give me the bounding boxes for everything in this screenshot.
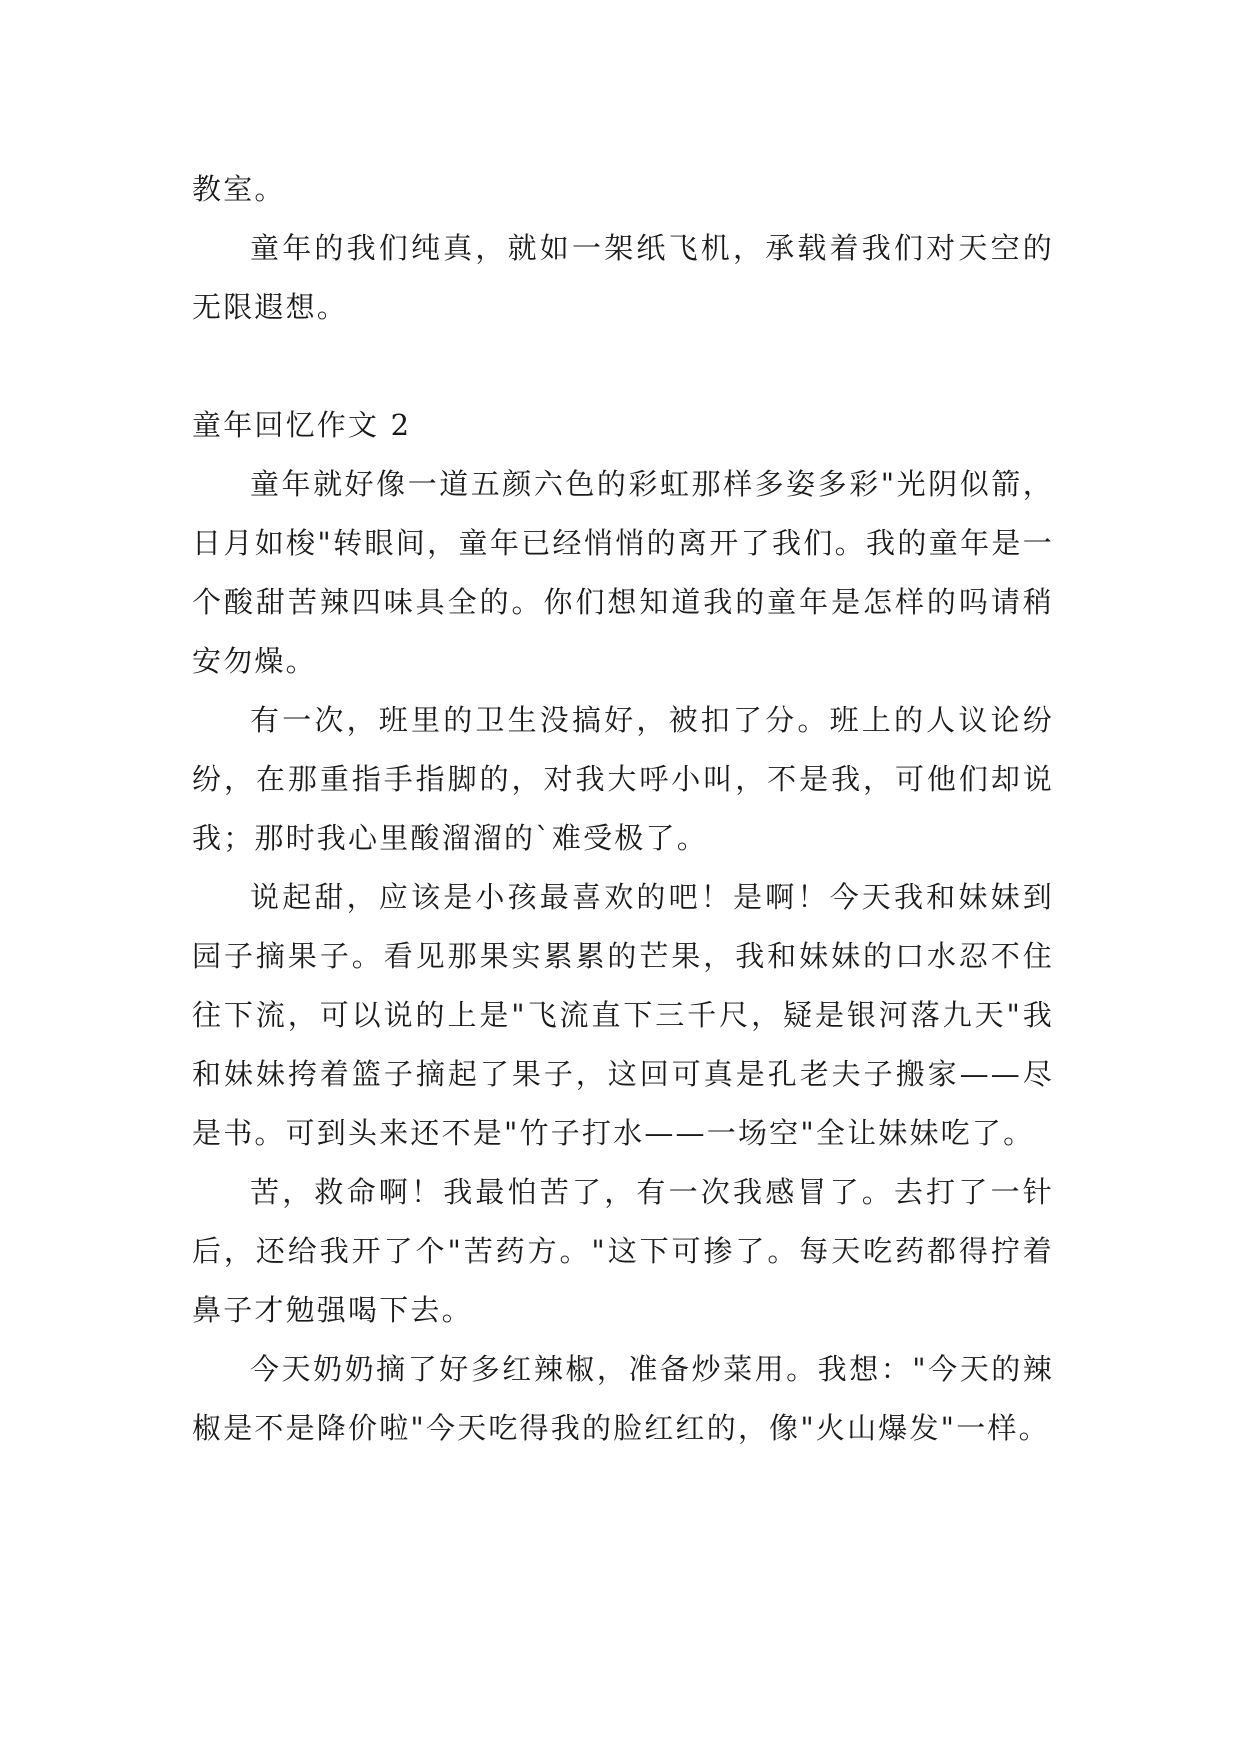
paragraph-rainbow: 童年就好像一道五颜六色的彩虹那样多姿多彩"光阴似箭，日月如梭"转眼间，童年已经悄悄的离开了我们。我的童年是一个酸甜苦辣四味具全的。你们想知道我的童年是怎样的吗请稍安勿燥。 (192, 467, 1054, 678)
paragraph-spicy: 今天奶奶摘了好多红辣椒，准备炒菜用。我想："今天的辣椒是不是降价啦"今天吃得我的脸红红的，像"火山爆发"一样。 (192, 1352, 1054, 1445)
paragraph-bitter: 苦，救命啊！我最怕苦了，有一次我感冒了。去打了一针后，还给我开了个"苦药方。"这下可掺了。每天吃药都得拧着鼻子才勉强喝下去。 (192, 1175, 1054, 1327)
paragraph-paper-plane: 童年的我们纯真，就如一架纸飞机，承载着我们对天空的无限遐想。 (192, 231, 1054, 324)
document-body (192, 160, 1054, 1458)
paragraph-ending-classroom: 教室。 (192, 172, 286, 206)
essay-heading: 童年回忆作文 2 (192, 408, 412, 442)
paragraph-sour: 有一次，班里的卫生没搞好，被扣了分。班上的人议论纷纷，在那重指手指脚的，对我大呼小叫，不是我，可他们却说我；那时我心里酸溜溜的`难受极了。 (192, 703, 1054, 855)
paragraph-sweet: 说起甜，应该是小孩最喜欢的吧！是啊！今天我和妹妹到园子摘果子。看见那果实累累的芒果，我和妹妹的口水忍不住往下流，可以说的上是"飞流直下三千尺，疑是银河落九天"我和妹妹挎着篮子摘起了果子，这回可真是孔老夫子搬家——尽是书。可到头来还不是"竹子打水——一场空"全让妹妹吃了。 (192, 880, 1054, 1150)
